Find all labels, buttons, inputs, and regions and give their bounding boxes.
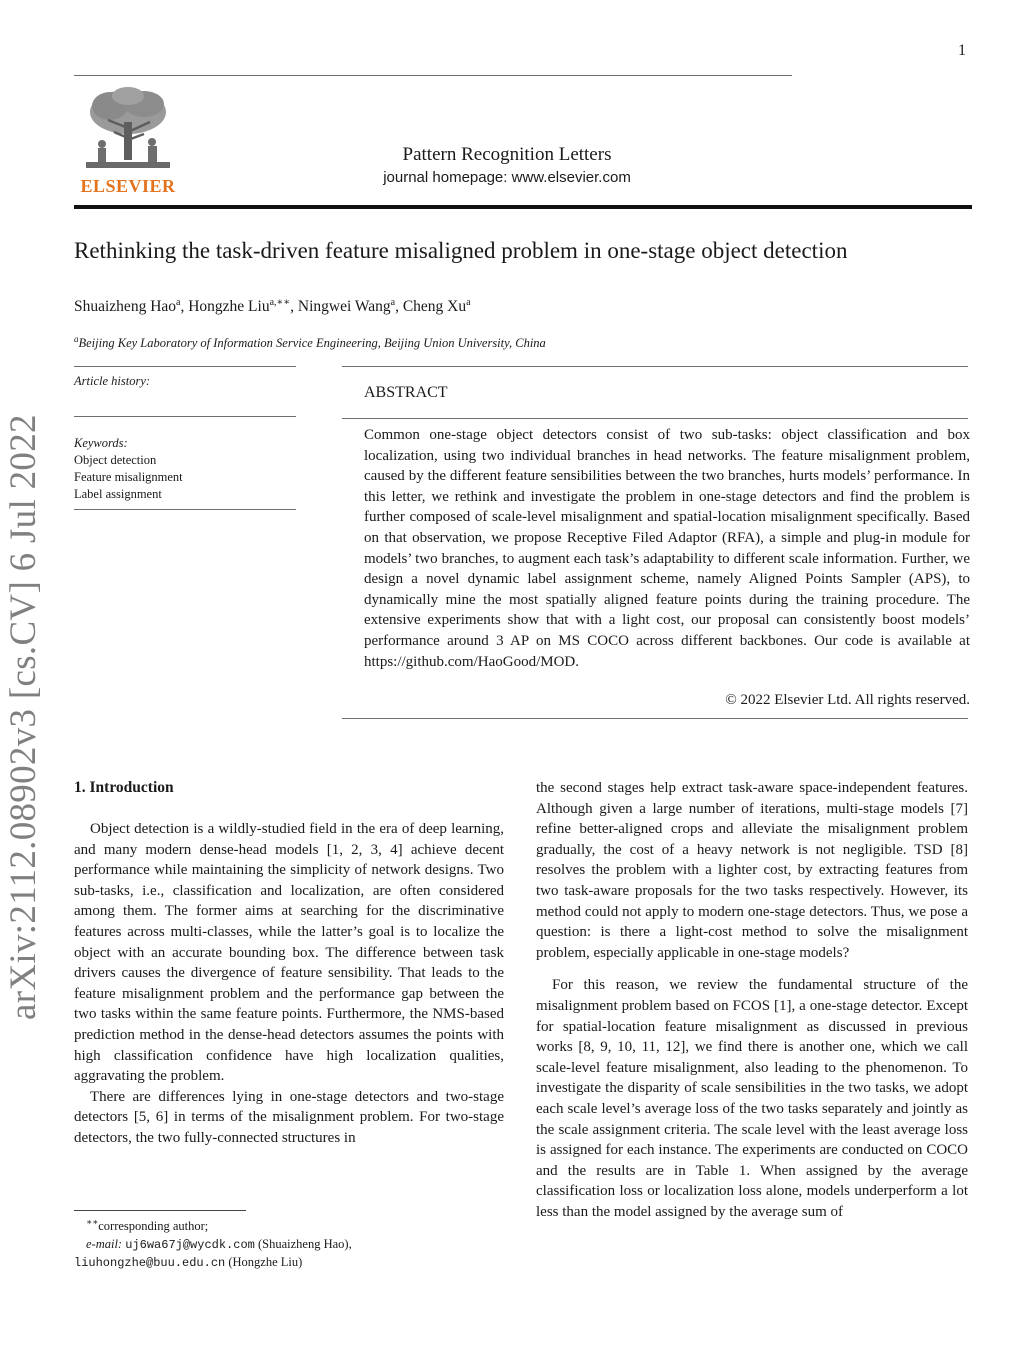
keywords-label: Keywords: [74,436,128,450]
abstract-heading: ABSTRACT [364,384,448,401]
author-name: Ningwei Wang [297,298,391,316]
author-sep: , [290,298,298,316]
arxiv-stamp: arXiv:2112.08902v3 [cs.CV] 6 Jul 2022 [3,414,44,1020]
sidebar-rule-top [74,366,296,367]
email-link[interactable]: uj6wa67j@wycdk.com [125,1237,255,1252]
email-owner: (Hongzhe Liu) [228,1255,303,1270]
author-sup: a [390,297,396,308]
affiliation-text: Beijing Key Laboratory of Information Service Engineering, Beijing Union University, China [78,336,546,351]
author-sup: a [176,297,181,308]
email-owner: (Shuaizheng Hao), [257,1236,352,1251]
author-sup: a [466,297,471,308]
author-sep: , [180,298,189,316]
affiliation [74,334,546,351]
page-number: 1 [958,42,966,59]
journal-name: Pattern Recognition Letters [402,144,612,165]
email-label: e-mail: [86,1236,123,1251]
body-paragraph: There are differences lying in one-stage detectors and two-stage detectors [5, 6] in terms of the misalignment problem. For two-stage detectors, the two fully-connected structures in [74,1088,504,1146]
sidebar-rule-mid [74,416,296,417]
elsevier-wordmark: ELSEVIER [80,176,176,196]
email-link[interactable]: liuhongzhe@buu.edu.cn [74,1256,226,1271]
footnote-mark: ∗∗ [86,1217,99,1227]
section-heading: 1. Introduction [74,779,174,796]
footnote-rule [74,1210,246,1211]
body-paragraph: the second stages help extract task-aware space-independent features. Although given a large number of iterations, multi-stage models [7] refine better-aligned crops and alleviate the misalignment problem gradually, the cost of a heavy network is not negligible. TSD [8] resolves the problem with a lighter cost, by extracting features from two task-aware proposals for the two tasks respectively. However, its method could not apply to modern one-stage detectors. Thus, we pose a question: is there a light-cost method to solve the misalignment problem, especially applicable in one-stage models? [536,780,968,961]
author-name: Shuaizheng Hao [74,298,177,316]
abstract-rule-mid [342,418,968,419]
body-column-right [536,778,968,1222]
abstract-text: Common one-stage object detectors consist of two sub-tasks: object classification and box localization, using two individual branches in head networks. The feature misalignment problem, caused by the different feature sensibilities between the two branches, hurts models’ performance. In this letter, we rethink and investigate the problem in one-stage detectors and find the problem is further composed of scale-level misalignment and spatial-location misalignment specifically. Based on that observation, we propose Receptive Filed Adaptor (RFA), a simple and plug-in module for models’ two branches, to augment each task’s adaptability to different scale information. Further, we design a novel dynamic label assignment scheme, namely Aligned Points Sampler (APS), to dynamically mine the most spatially aligned feature points during the training procedure. The extensive experiments show that with a light cost, our proposal can consistently boost models’ performance around 3 AP on MS COCO across different backbones. Our code is available at https://github.com/HaoGood/MOD. [364,427,970,670]
elsevier-logo [78,82,178,202]
keyword-item: Label assignment [74,487,162,501]
body-paragraph: For this reason, we review the fundamental structure of the misalignment problem based on FCOS [1], a one-stage detector. Except for spatial-location feature misalignment as discussed in previous works [8, 9, 10, 11, 12], we find there is another one, which we call scale-level feature misalignment, also leading to the phenomenon. To investigate the disparity of scale sensibilities in the two tasks, we adopt each scale level’s average loss of the two tasks separately and jointly as the scale assignment criteria. The scale level with the least average loss is assigned for each instance. The experiments are conducted on COCO and the results are in Table 1. When assigned by the average classification loss or localization loss alone, models underperform a lot less than the model assigned by the average sum of [536,977,968,1220]
author-name: Cheng Xu [402,298,467,316]
sidebar-rule-bottom [74,509,296,510]
affiliation-mark: a [74,334,79,344]
author-name: Hongzhe Liu [188,298,270,316]
journal-homepage: journal homepage: www.elsevier.com [383,169,631,186]
body-column-left [74,819,504,1149]
keyword-item: Feature misalignment [74,470,183,484]
author-sep: , [395,298,403,316]
header-top-rule [74,75,792,76]
abstract-rule-bottom [342,718,968,719]
abstract-rule-top [342,366,968,367]
author-list [74,297,471,316]
footnote [74,1214,494,1273]
body-paragraph: Object detection is a wildly-studied field in the era of deep learning, and many modern dense-head models [1, 2, 3, 4] achieve decent performance while maintaining the simplicity of network designs. Two sub-tasks, i.e., classification and localization, are often considered among them. The former aims at searching for the discriminative features across multi-classes, while the latter’s goal is to localize the object with an accurate bounding box. The difference between task drivers causes the divergence of feature sensibility. That leads to the feature misalignment problem and the performance gap between the two tasks within the same feature points. Furthermore, the NMS-based prediction method in the dense-head detectors assumes the points with high classification confidence have high localization qualities, aggravating the problem. [74,821,504,1085]
author-sup: a,∗∗ [269,297,291,308]
copyright-notice: © 2022 Elsevier Ltd. All rights reserved. [725,692,970,708]
keyword-item: Object detection [74,453,157,467]
header-thick-rule [74,205,972,209]
paper-title: Rethinking the task-driven feature misaligned problem in one-stage object detection [74,238,848,263]
article-history-label: Article history: [74,374,151,388]
footnote-label: corresponding author; [98,1219,209,1234]
